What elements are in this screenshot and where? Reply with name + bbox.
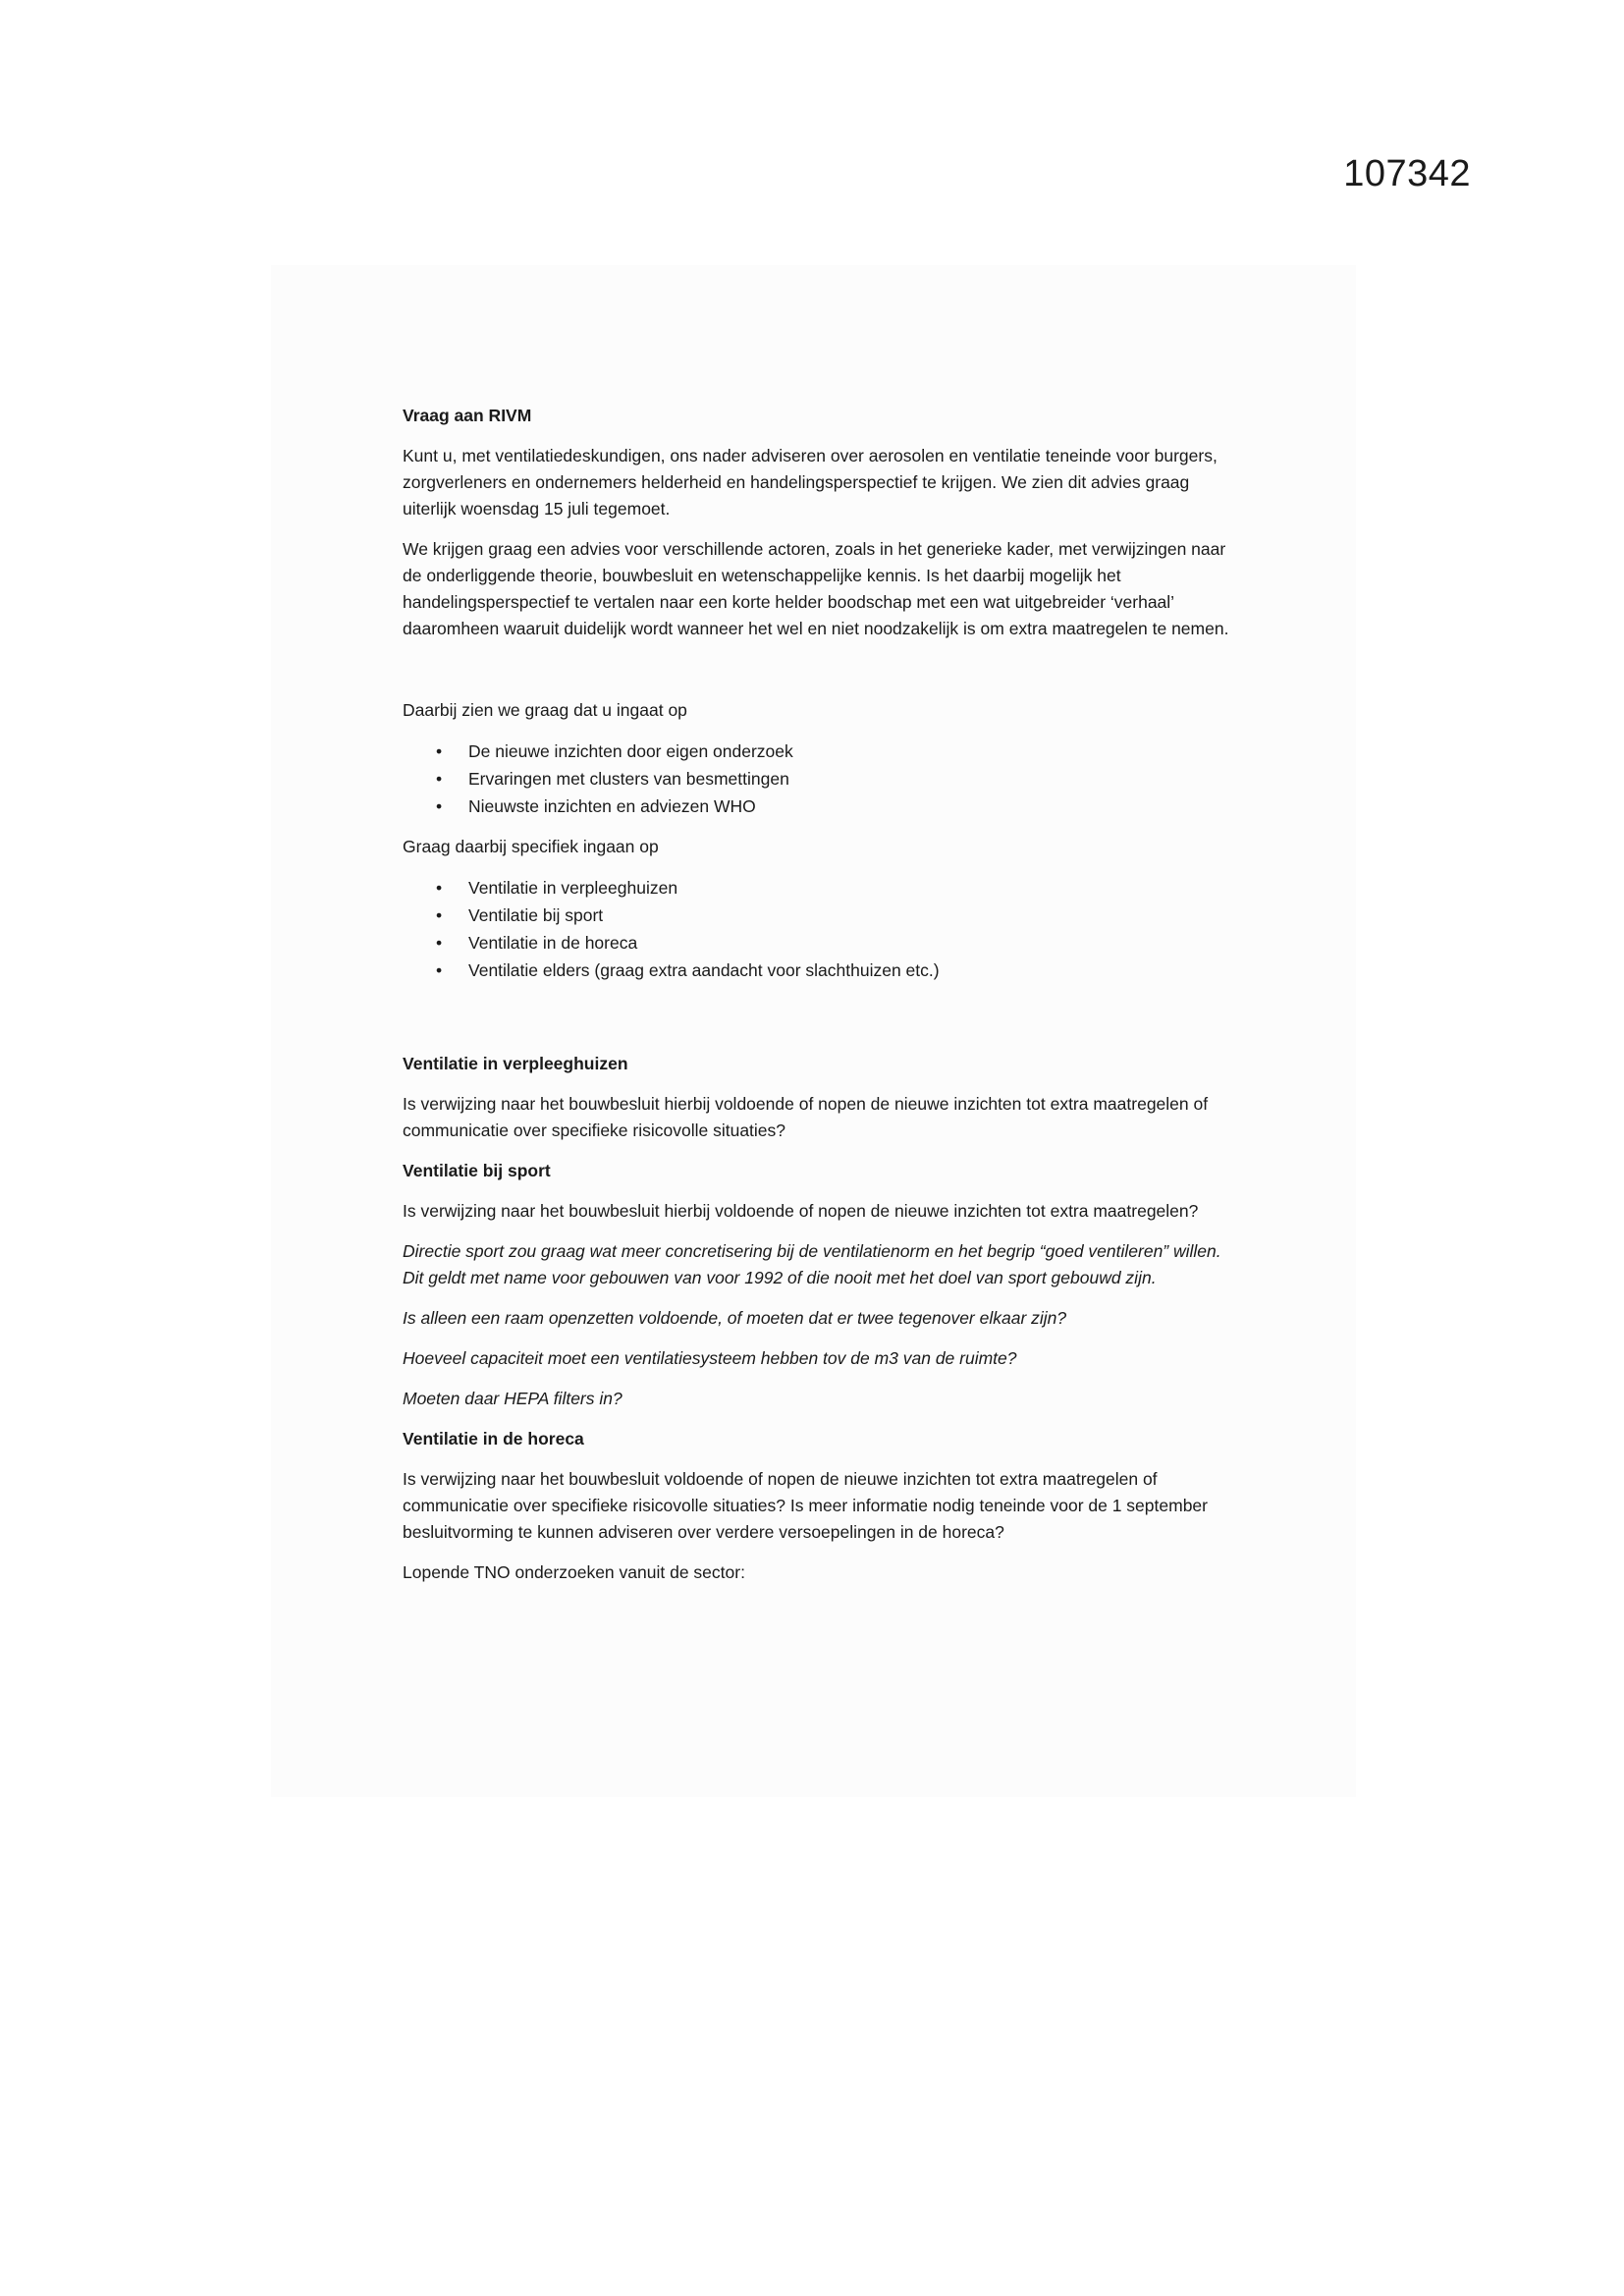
sport-text: Is verwijzing naar het bouwbesluit hierbij voldoende of nopen de nieuwe inzichten tot extra maatregelen? [403,1201,1199,1221]
section-heading-horeca: Ventilatie in de horeca [403,1429,584,1449]
list-item: • Ventilatie bij sport [468,902,1237,929]
ingaat-list [403,738,1237,820]
sport-question-3: Hoeveel capaciteit moet een ventilatiesysteem hebben tov de m3 van de ruimte? [403,1348,1017,1368]
ingaat-lead: Daarbij zien we graag dat u ingaat op [403,700,687,720]
sport-question-4: Moeten daar HEPA filters in? [403,1389,623,1408]
sport-question-1: Directie sport zou graag wat meer concretisering bij de ventilatienorm en het begrip “goed ventileren” willen. Dit geldt met name voor gebouwen van voor 1992 of die nooit met het doel van sport gebouwd zijn. [403,1241,1221,1287]
section-heading-verpleeghuizen: Ventilatie in verpleeghuizen [403,1054,628,1073]
list-item: • Ventilatie in de horeca [468,929,1237,957]
horeca-text: Is verwijzing naar het bouwbesluit voldoende of nopen de nieuwe inzichten tot extra maatregelen of communicatie over specifieke risicovolle situaties? Is meer informatie nodig teneinde voor de 1 september besluitvorming te kunnen adviseren over verdere versoepelingen in de horeca? [403,1469,1208,1542]
specifiek-lead: Graag daarbij specifiek ingaan op [403,837,659,856]
intro-paragraph-2: We krijgen graag een advies voor verschillende actoren, zoals in het generieke kader, met verwijzingen naar de onderliggende theorie, bouwbesluit en wetenschappelijke kennis. Is het daarbij mogelijk het handelingsperspectief te vertalen naar een korte helder boodschap met een wat uitgebreider ‘verhaal’ daaromheen waaruit duidelijk wordt wanneer het wel en niet noodzakelijk is om extra maatregelen te nemen. [403,539,1229,638]
specifiek-list [403,874,1237,984]
document-body [403,403,1237,1600]
list-item: • De nieuwe inzichten door eigen onderzoek [468,738,1237,765]
verpleeghuizen-text: Is verwijzing naar het bouwbesluit hierbij voldoende of nopen de nieuwe inzichten tot extra maatregelen of communicatie over specifieke risicovolle situaties? [403,1094,1209,1140]
intro-paragraph-1: Kunt u, met ventilatiedeskundigen, ons nader adviseren over aerosolen en ventilatie teneinde voor burgers, zorgverleners en ondernemers helderheid en handelingsperspectief te krijgen. We zien dit advies graag uiterlijk woensdag 15 juli tegemoet. [403,446,1218,519]
document-number: 107342 [1343,153,1471,194]
section-heading-vraag: Vraag aan RIVM [403,406,532,425]
sport-question-2: Is alleen een raam openzetten voldoende, of moeten dat er twee tegenover elkaar zijn? [403,1308,1067,1328]
list-item: • Ervaringen met clusters van besmettingen [468,765,1237,793]
list-item: • Ventilatie elders (graag extra aandacht voor slachthuizen etc.) [468,957,1237,984]
list-item: • Nieuwste inzichten en adviezen WHO [468,793,1237,820]
list-item: • Ventilatie in verpleeghuizen [468,874,1237,902]
section-heading-sport: Ventilatie bij sport [403,1161,551,1180]
horeca-tno: Lopende TNO onderzoeken vanuit de sector: [403,1562,745,1582]
